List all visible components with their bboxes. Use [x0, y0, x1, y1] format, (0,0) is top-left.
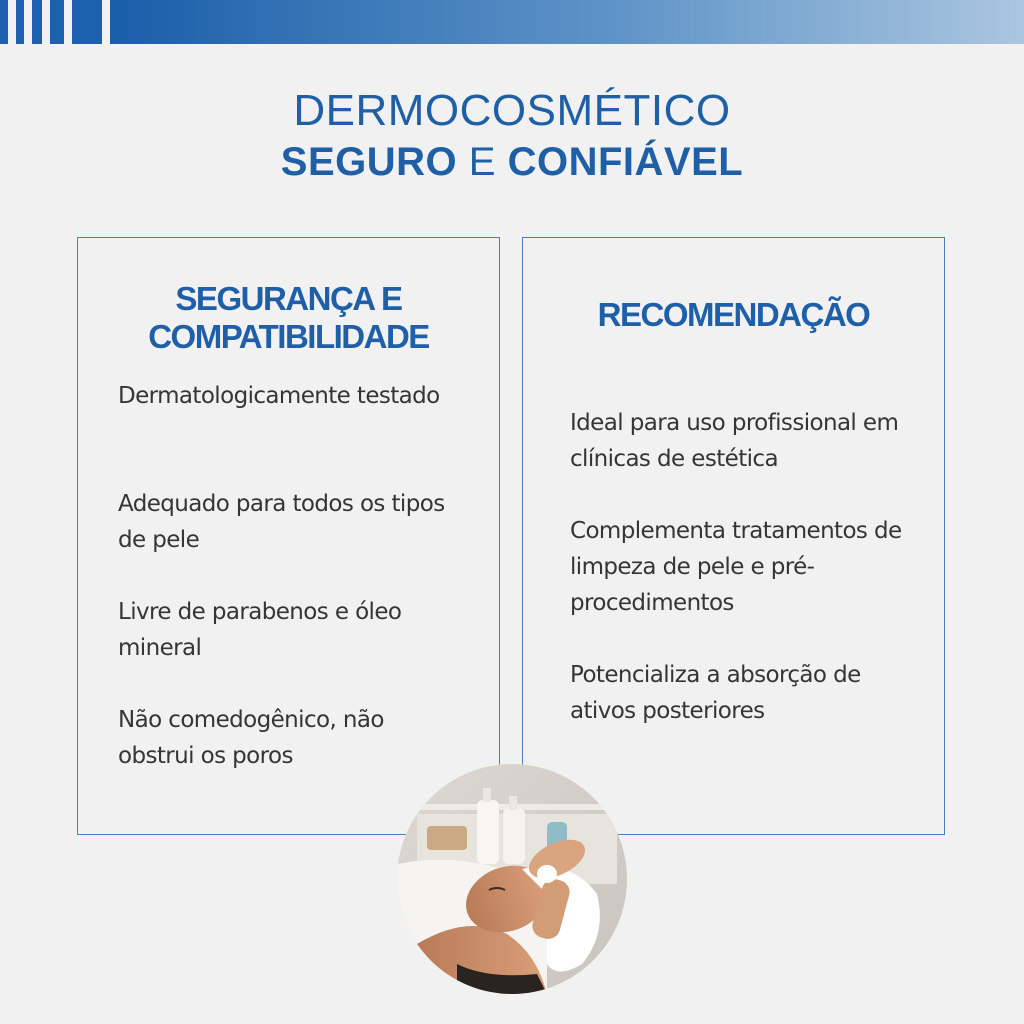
top-decorative-bar — [0, 0, 1024, 44]
card-seguranca — [77, 237, 500, 835]
list-item: Potencializa a absorção de ativos posteriores — [570, 662, 861, 724]
card-heading-seguranca — [78, 280, 499, 356]
list-item: Complementa tratamentos de limpeza de pele e pré-procedimentos — [570, 518, 902, 616]
list-item: Livre de parabenos e óleo mineral — [118, 599, 402, 661]
facial-treatment-photo — [397, 764, 627, 994]
list-item: Dermatologicamente testado — [118, 383, 440, 409]
stripe-3 — [32, 0, 42, 44]
title-confiavel: CONFIÁVEL — [507, 140, 744, 184]
gradient-bar — [110, 0, 1024, 44]
page-title — [0, 84, 1024, 186]
list-item: Adequado para todos os tipos de pele — [118, 491, 445, 553]
title-line-1: DERMOCOSMÉTICO — [293, 86, 731, 135]
facial-treatment-illustration — [397, 764, 627, 994]
title-e: E — [468, 140, 496, 184]
stripe-4 — [50, 0, 64, 44]
card-heading-line-1: SEGURANÇA E — [175, 280, 402, 317]
title-line-2 — [0, 138, 1024, 186]
list-item: Ideal para uso profissional em clínicas de estética — [570, 410, 899, 472]
card-recomendacao — [522, 237, 945, 835]
stripe-2 — [16, 0, 24, 44]
stripe-5 — [72, 0, 102, 44]
card-heading-recomendacao: RECOMENDAÇÃO — [597, 296, 870, 333]
title-seguro: SEGURO — [280, 140, 458, 184]
stripe-1 — [0, 0, 8, 44]
card-heading-line-2: COMPATIBILIDADE — [148, 318, 429, 355]
list-item: Não comedogênico, não obstrui os poros — [118, 707, 384, 769]
